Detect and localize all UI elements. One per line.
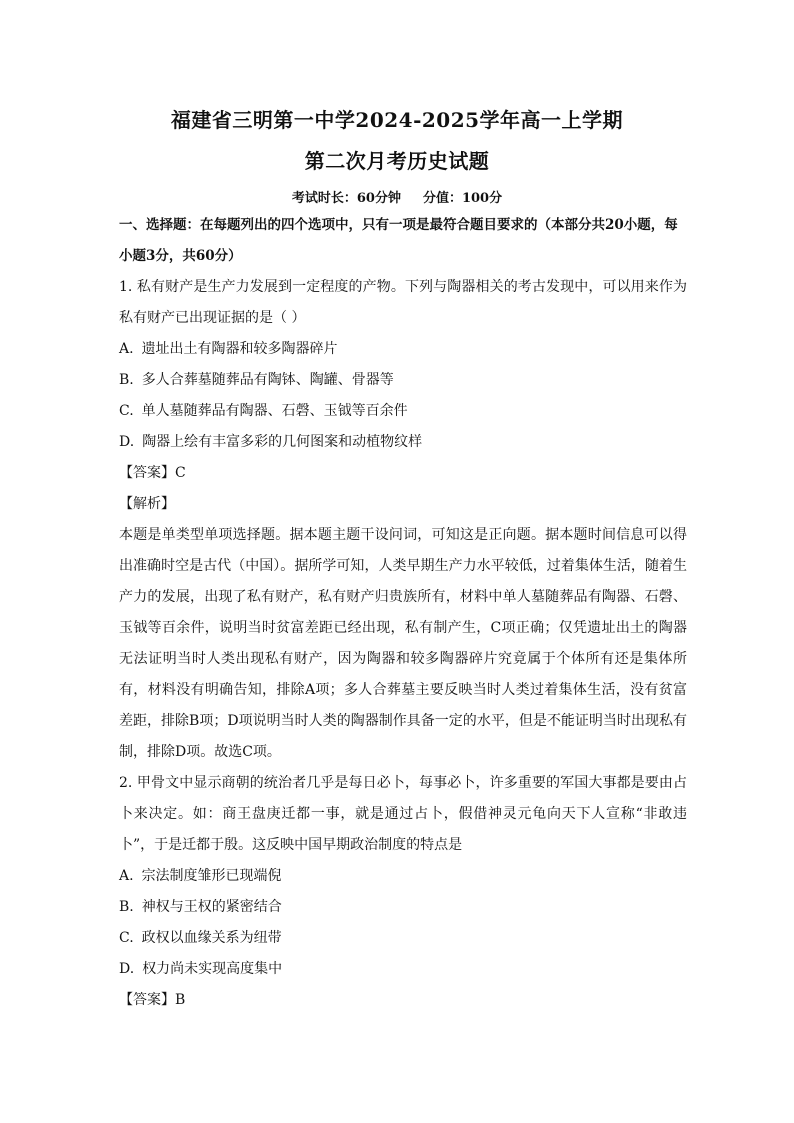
question-2 <box>119 768 687 1016</box>
option-label: D. <box>119 434 135 450</box>
option-c <box>119 923 687 954</box>
document-body <box>119 210 687 1016</box>
option-text: 遗址出土有陶器和较多陶器碎片 <box>141 341 338 357</box>
option-label: C. <box>119 930 134 946</box>
exam-meta <box>0 187 794 206</box>
option-d <box>119 427 687 458</box>
option-label: C. <box>119 403 134 419</box>
option-text: 权力尚未实现高度集中 <box>142 961 283 977</box>
document-title-line-1: 福建省三明第一中学2024-2025学年高一上学期 <box>170 108 624 132</box>
answer-label: 【答案】 <box>119 465 175 481</box>
option-text: 多人合葬墓随葬品有陶钵、陶罐、骨器等 <box>141 372 394 388</box>
option-b <box>119 892 687 923</box>
option-d <box>119 954 687 985</box>
option-c <box>119 396 687 427</box>
option-label: B. <box>119 899 134 915</box>
option-text: 神权与王权的紧密结合 <box>141 899 282 915</box>
answer-value: C <box>175 465 186 481</box>
analysis-label: 【解析】 <box>119 496 175 512</box>
section-heading: 一、选择题：在每题列出的四个选项中，只有一项是最符合题目要求的（本部分共20小题，每小题3分，共60分） <box>119 217 678 264</box>
option-label: B. <box>119 372 134 388</box>
option-a <box>119 334 687 365</box>
answer-line <box>119 985 687 1016</box>
answer-line <box>119 458 687 489</box>
answer-label: 【答案】 <box>119 992 175 1008</box>
option-b <box>119 365 687 396</box>
option-a <box>119 861 687 892</box>
answer-value: B <box>175 992 186 1008</box>
option-text: 陶器上绘有丰富多彩的几何图案和动植物纹样 <box>142 434 423 450</box>
exam-time: 考试时长：60分钟 <box>291 191 401 206</box>
question-1 <box>119 272 687 768</box>
exam-score: 分值：100分 <box>422 191 503 206</box>
option-text: 政权以血缘关系为纽带 <box>141 930 282 946</box>
option-label: D. <box>119 961 135 977</box>
option-text: 宗法制度雏形已现端倪 <box>141 868 282 884</box>
option-text: 单人墓随葬品有陶器、石磬、玉钺等百余件 <box>141 403 408 419</box>
analysis-text: 本题是单类型单项选择题。据本题主题干设问词，可知这是正向题。据本题时间信息可以得出准确时空是古代（中国）。据所学可知，人类早期生产力水平较低，过着集体生活，随着生产力的发展，出现了私有财产，私有财产归贵族所有，材料中单人墓随葬品有陶器、石磬、玉钺等百余件，说明当时贫富差距已经出现，私有制产生，C项正确；仅凭遗址出土的陶器无法证明当时人类出现私有财产，因为陶器和较多陶器碎片究竟属于个体所有还是集体所有，材料没有明确告知，排除A项；多人合葬墓主要反映当时人类过着集体生活，没有贫富差距，排除B项；D项说明当时人类的陶器制作具备一定的水平，但是不能证明当时出现私有制，排除D项。故选C项。 <box>119 527 687 760</box>
question-stem: 1. 私有财产是生产力发展到一定程度的产物。下列与陶器相关的考古发现中，可以用来作为私有财产已出现证据的是（ ） <box>119 279 687 326</box>
question-stem: 2. 甲骨文中显示商朝的统治者几乎是每日必卜，每事必卜，许多重要的军国大事都是要由占卜来决定。如：商王盘庚迁都一事，就是通过占卜，假借神灵元龟向天下人宣称“非敢违卜”，于是迁都于殷。这反映中国早期政治制度的特点是 <box>119 775 687 853</box>
option-label: A. <box>119 341 134 357</box>
document-title-line-2: 第二次月考历史试题 <box>304 149 490 173</box>
option-label: A. <box>119 868 134 884</box>
